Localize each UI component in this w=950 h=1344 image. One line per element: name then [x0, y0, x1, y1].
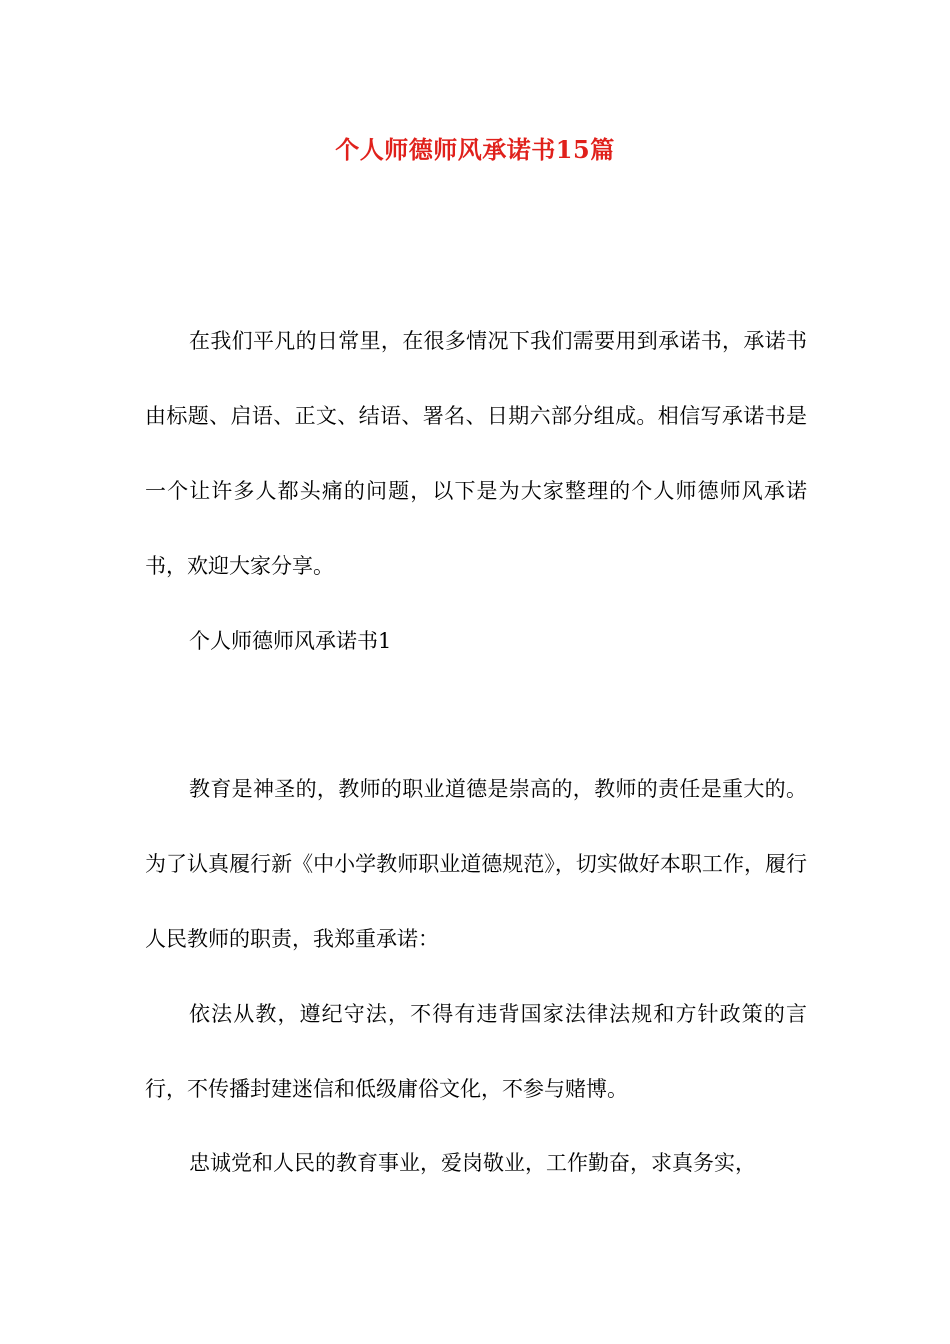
intro-paragraph: 在我们平凡的日常里，在很多情况下我们需要用到承诺书，承诺书由标题、启语、正文、结语、署名、日期六部分组成。相信写承诺书是一个让许多人都头痛的问题，以下是为大家整理的个人师德师风承诺书，欢迎大家分享。 [145, 329, 807, 578]
body-paragraph-2: 依法从教，遵纪守法，不得有违背国家法律法规和方针政策的言行，不传播封建迷信和低级庸俗文化，不参与赌博。 [145, 1002, 807, 1101]
document-title: 个人师德师风承诺书15篇 [335, 135, 615, 164]
section-heading: 个人师德师风承诺书1 [189, 629, 392, 653]
body-paragraph-1: 教育是神圣的，教师的职业道德是崇高的，教师的责任是重大的。为了认真履行新《中小学教师职业道德规范》，切实做好本职工作，履行人民教师的职责，我郑重承诺： [145, 777, 807, 951]
body-paragraph-3: 忠诚党和人民的教育事业，爱岗敬业，工作勤奋，求真务实， [189, 1151, 756, 1175]
